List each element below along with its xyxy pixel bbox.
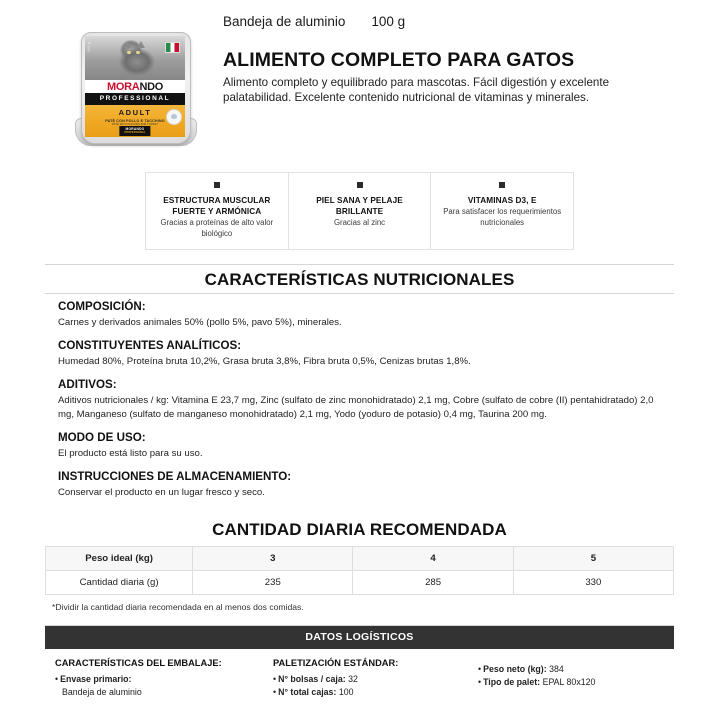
- feature-title: ESTRUCTURA MUSCULAR FUERTE Y ARMÓNICA: [163, 196, 271, 216]
- tray-flavor-en: PÂTÉ WITH CHICKEN AND TURKEY: [111, 123, 159, 126]
- nutrition-text: Conservar el producto en un lugar fresco y seco.: [58, 487, 265, 498]
- feature-title: PIEL SANA Y PELAJE BRILLANTE: [316, 196, 403, 216]
- tray-footer-logo-name: MORANDO: [125, 126, 145, 131]
- feature-subtitle: Para satisfacer los requerimientos nutricionales: [443, 207, 562, 227]
- feature-title: VITAMINAS D3, E: [467, 196, 537, 205]
- nutrition-block: [58, 431, 674, 461]
- cat-photo: [85, 36, 185, 80]
- product-image: [55, 10, 215, 154]
- product-description: Alimento completo y equilibrado para mascotas. Fácil digestión y excelente palatabilidad. Excelente contenido nutricional de vitaminas y minerales.: [223, 76, 610, 104]
- table-cell-amount-3: 235: [193, 571, 353, 595]
- bullet-icon: •: [273, 674, 277, 684]
- logistics-item: [478, 663, 674, 676]
- logistics-item-value: 100: [338, 687, 354, 697]
- logistics-item: [55, 673, 273, 686]
- nutrition-label: ADITIVOS:: [58, 378, 117, 391]
- logistics-columns: [45, 658, 674, 699]
- feature-box: [146, 173, 289, 249]
- logistics-item-key: Envase primario:: [60, 674, 132, 684]
- logistics-item-value: 32: [348, 674, 358, 684]
- tray-brand-bar: [85, 80, 185, 93]
- tray-footer-logo: [119, 126, 150, 136]
- feature-square-icon: [213, 181, 221, 189]
- nutrition-label: COMPOSICIÓN:: [58, 300, 146, 313]
- logistics-section: [45, 625, 674, 699]
- table-cell-amount-5: 330: [513, 571, 673, 595]
- nutrition-label: MODO DE USO:: [58, 431, 146, 444]
- cat-ear-left-icon: [123, 41, 131, 48]
- table-row: [46, 571, 674, 595]
- logistics-column-weights: [478, 658, 674, 699]
- nutrition-text: Humedad 80%, Proteína bruta 10,2%, Grasa bruta 3,8%, Fibra bruta 0,5%, Cenizas brutas 1,8%.: [58, 356, 471, 367]
- feature-subtitle: Gracias al zinc: [333, 218, 386, 227]
- divider-bottom: [45, 293, 674, 294]
- table-header-weight-label: Peso ideal (kg): [46, 547, 193, 571]
- nutrition-text: El producto está listo para su uso.: [58, 448, 203, 459]
- nutrition-section-header: [45, 264, 674, 294]
- table-header-weight-5: 5: [513, 547, 673, 571]
- daily-amount-note: *Dividir la cantidad diaria recomendada en al menos dos comidas.: [52, 602, 304, 612]
- quality-seal-icon: [166, 109, 182, 125]
- nutrition-section-title: CARACTERÍSTICAS NUTRICIONALES: [204, 270, 515, 289]
- logistics-column-palletization: [273, 658, 478, 699]
- logistics-column-packaging: [55, 658, 273, 699]
- bullet-icon: •: [478, 664, 482, 674]
- logistics-item-key: Tipo de palet:: [483, 677, 541, 687]
- table-header-weight-3: 3: [193, 547, 353, 571]
- nutrition-text: Aditivos nutricionales / kg: Vitamina E 23,7 mg, Zinc (sulfato de zinc monohidratado) 2,1 mg, Cobre (sulfato de cobre (II) pentahidratado) 2,0 mg, Manganeso (sulfato de manganeso monohidratado) 2,1 mg, Yodo (yoduro de potasio) 0,4 mg, Taurina 200 mg.: [58, 395, 654, 420]
- package-format: Bandeja de aluminio: [223, 14, 346, 29]
- tray-label: [85, 36, 185, 134]
- logistics-item-key: N° total cajas:: [278, 687, 337, 697]
- table-header-weight-4: 4: [353, 547, 513, 571]
- logistics-item-value: EPAL 80x120: [542, 677, 596, 687]
- cat-eye-right-icon: [136, 51, 140, 54]
- logistics-item-key: Peso neto (kg):: [483, 664, 547, 674]
- bullet-icon: •: [273, 687, 277, 697]
- nutrition-block: [58, 339, 674, 369]
- header-section: [0, 0, 719, 154]
- logistics-item-sub: Bandeja de aluminio: [62, 687, 142, 697]
- table-row: [46, 547, 674, 571]
- tray-weight-mark: 100 g: [87, 42, 91, 52]
- table-cell-amount-4: 285: [353, 571, 513, 595]
- tray-life-stage: ADULT: [118, 107, 152, 117]
- nutrition-text: Carnes y derivados animales 50% (pollo 5%, pavo 5%), minerales.: [58, 317, 342, 328]
- feature-square-icon: [498, 181, 506, 189]
- daily-amount-section: [45, 515, 674, 612]
- logistics-item: [273, 673, 478, 686]
- tray-brand-name: [85, 81, 185, 93]
- cat-ear-right-icon: [137, 41, 145, 48]
- table-body: [46, 571, 674, 595]
- logistics-heading: PALETIZACIÓN ESTÁNDAR:: [273, 658, 399, 668]
- format-line: [223, 14, 671, 29]
- tray-adult-zone: [85, 105, 185, 137]
- tray-footer-logo-sub: PROFESSIONAL: [124, 130, 146, 134]
- logistics-item-value: 384: [549, 664, 564, 674]
- brand-part-dark: NDO: [139, 81, 163, 93]
- table-cell-amount-label: Cantidad diaria (g): [46, 571, 193, 595]
- logistics-heading: CARACTERÍSTICAS DEL EMBALAJE:: [55, 658, 222, 668]
- nutrition-block: [58, 470, 674, 500]
- header-text-block: [215, 10, 671, 105]
- product-tray-illustration: [73, 32, 197, 154]
- feature-box: [431, 173, 573, 249]
- logistics-banner: DATOS LOGÍSTICOS: [45, 626, 674, 649]
- logistics-item: [273, 686, 478, 699]
- nutrition-body: [58, 300, 674, 500]
- tray-range-band: PROFESSIONAL: [85, 93, 185, 105]
- bullet-icon: •: [478, 677, 482, 687]
- nutrition-label: CONSTITUYENTES ANALÍTICOS:: [58, 339, 242, 352]
- feature-subtitle: Gracias a proteínas de alto valor biológico: [160, 218, 274, 238]
- cat-eye-left-icon: [127, 51, 131, 54]
- logistics-item: [478, 676, 674, 689]
- nutrition-block: [58, 378, 674, 422]
- daily-amount-title: CANTIDAD DIARIA RECOMENDADA: [212, 520, 507, 539]
- nutrition-block: [58, 300, 674, 330]
- package-weight: 100 g: [371, 14, 406, 29]
- nutrition-label: INSTRUCCIONES DE ALMACENAMIENTO:: [58, 470, 292, 483]
- feature-boxes: [145, 172, 574, 250]
- bullet-icon: •: [55, 674, 59, 684]
- page-title: ALIMENTO COMPLETO PARA GATOS: [223, 49, 575, 71]
- italy-flag-icon: [165, 42, 180, 53]
- brand-part-red: MORA: [107, 81, 140, 93]
- feature-box: [289, 173, 432, 249]
- logistics-item-key: N° bolsas / caja:: [278, 674, 346, 684]
- feature-square-icon: [356, 181, 364, 189]
- daily-amount-table: [45, 546, 674, 595]
- table-head: [46, 547, 674, 571]
- tray-flavor-it: PATÈ CON POLLO E TACCHINO: [105, 118, 165, 123]
